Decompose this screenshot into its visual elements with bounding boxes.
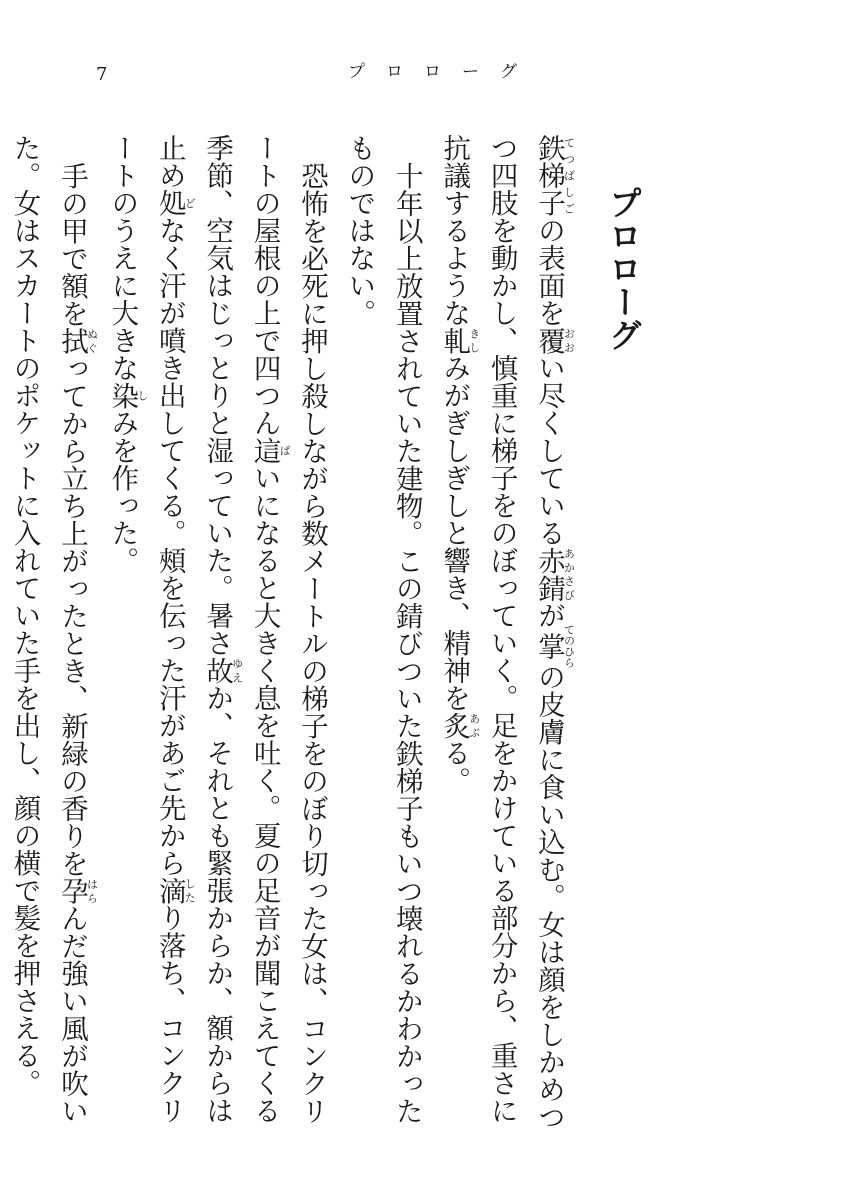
body-text — [0, 134, 575, 1144]
running-head: プロローグ — [348, 62, 538, 82]
ruby-yue: 故ゆえ — [201, 656, 244, 684]
ruby-tenohira: 掌てのひら — [533, 624, 576, 668]
ruby-oo: 覆おお — [533, 326, 576, 354]
ruby-akasabi: 赤錆あかさび — [533, 546, 576, 602]
ruby-nugu: 拭ぬぐ — [55, 326, 99, 354]
paragraph-2: 十年以上放置されていた建物。この錆びついた鉄梯子もいつ壊れるかわかったものではない。 — [343, 134, 423, 1124]
ruby-kishi: 軋きし — [438, 326, 481, 354]
ruby-shi: 染し — [106, 381, 149, 409]
paragraph-1: 鉄梯子てつばしごの表面を覆おおい尽くしている赤錆あかさびが掌てのひらの皮膚に食い込む。女は顔をしかめつつ四肢を動かし、慎重に梯子をのぼっていく。足をかけている部分から、重さに抗議するような軋きしみがぎしぎしと響き、精神を炙あぶる。 — [438, 134, 576, 1131]
chapter-title: プロローグ — [604, 186, 643, 351]
paragraph-4: 手の甲で額を拭ぬぐってから立ち上がったとき、新緑の香りを孕はらんだ強い風が吹いた。女はスカートのポケットに入れていた手を出し、顔の横で髪を押さえる。 — [8, 134, 99, 1124]
ruby-ba: 這ば — [248, 436, 292, 464]
paragraph-3: 恐怖を必死に押し殺しながら数メートルの梯子をのぼり切った女は、コンクリートの屋根の上で四つん這ばいになると大きく息を吐く。夏の足音が聞こえてくる季節、空気はじっとりと湿っていた。暑さ故ゆえか、それとも緊張からか、額からは止め処どなく汗が噴き出してくる。頰を伝った汗があご先から滴したり落ち、コンクリートのうえに大きな染しみを作った。 — [106, 134, 328, 1124]
ruby-do: 処ど — [153, 189, 197, 217]
ruby-tetsubashigo: 鉄梯子てつばしご — [533, 134, 576, 217]
page-number: 7 — [96, 64, 108, 85]
ruby-shita: 滴した — [153, 876, 197, 904]
ruby-abu: 炙あぶ — [438, 711, 481, 739]
ruby-hara: 孕はら — [55, 876, 99, 904]
